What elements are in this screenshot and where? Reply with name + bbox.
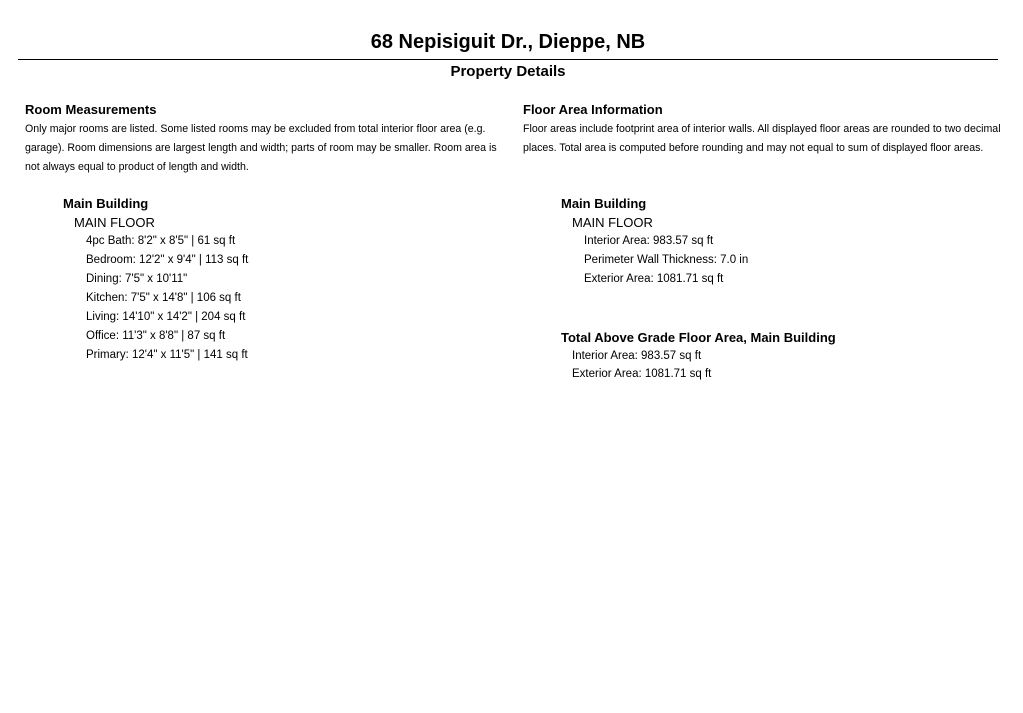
floor-area-item: Exterior Area: 1081.71 sq ft [584, 273, 724, 285]
room-measurements-heading: Room Measurements [25, 102, 157, 117]
room-measurements-building-block [63, 194, 483, 365]
room-item: 4pc Bath: 8'2" x 8'5" | 61 sq ft [86, 235, 236, 247]
floor-area-description: Floor areas include footprint area of interior walls. All displayed floor areas are rounded to two decimal places. Total area is computed before rounding and may not equal to sum of displayed floor areas. [523, 123, 1001, 154]
floor-area-item: Perimeter Wall Thickness: 7.0 in [584, 254, 749, 266]
room-floor-heading: MAIN FLOOR [74, 215, 155, 230]
room-item: Primary: 12'4" x 11'5" | 141 sq ft [86, 349, 248, 361]
floor-area-building-block [561, 194, 981, 289]
total-area-item: Exterior Area: 1081.71 sq ft [572, 368, 712, 380]
room-item: Dining: 7'5" x 10'11" [86, 273, 188, 285]
total-area-block [561, 328, 1001, 383]
room-item: Kitchen: 7'5" x 14'8" | 106 sq ft [86, 292, 241, 304]
total-area-heading: Total Above Grade Floor Area, Main Building [561, 330, 836, 345]
floor-area-item: Interior Area: 983.57 sq ft [584, 235, 714, 247]
room-item: Office: 11'3" x 8'8" | 87 sq ft [86, 330, 226, 342]
room-item: Bedroom: 12'2" x 9'4" | 113 sq ft [86, 254, 249, 266]
page-subtitle: Property Details [450, 63, 566, 80]
title-divider [18, 59, 998, 60]
floor-area-building-heading: Main Building [561, 196, 647, 211]
room-measurements-description: Only major rooms are listed. Some listed rooms may be excluded from total interior floor area (e.g. garage). Room dimensions are largest length and width; parts of room may be smaller. Room area is not always equal to product of length and width. [25, 123, 497, 173]
room-building-heading: Main Building [63, 196, 149, 211]
total-area-item: Interior Area: 983.57 sq ft [572, 350, 702, 362]
floor-area-heading: Floor Area Information [523, 102, 663, 117]
room-item: Living: 14'10" x 14'2" | 204 sq ft [86, 311, 246, 323]
page-title: 68 Nepisiguit Dr., Dieppe, NB [370, 31, 646, 53]
floor-area-floor-heading: MAIN FLOOR [572, 215, 653, 230]
